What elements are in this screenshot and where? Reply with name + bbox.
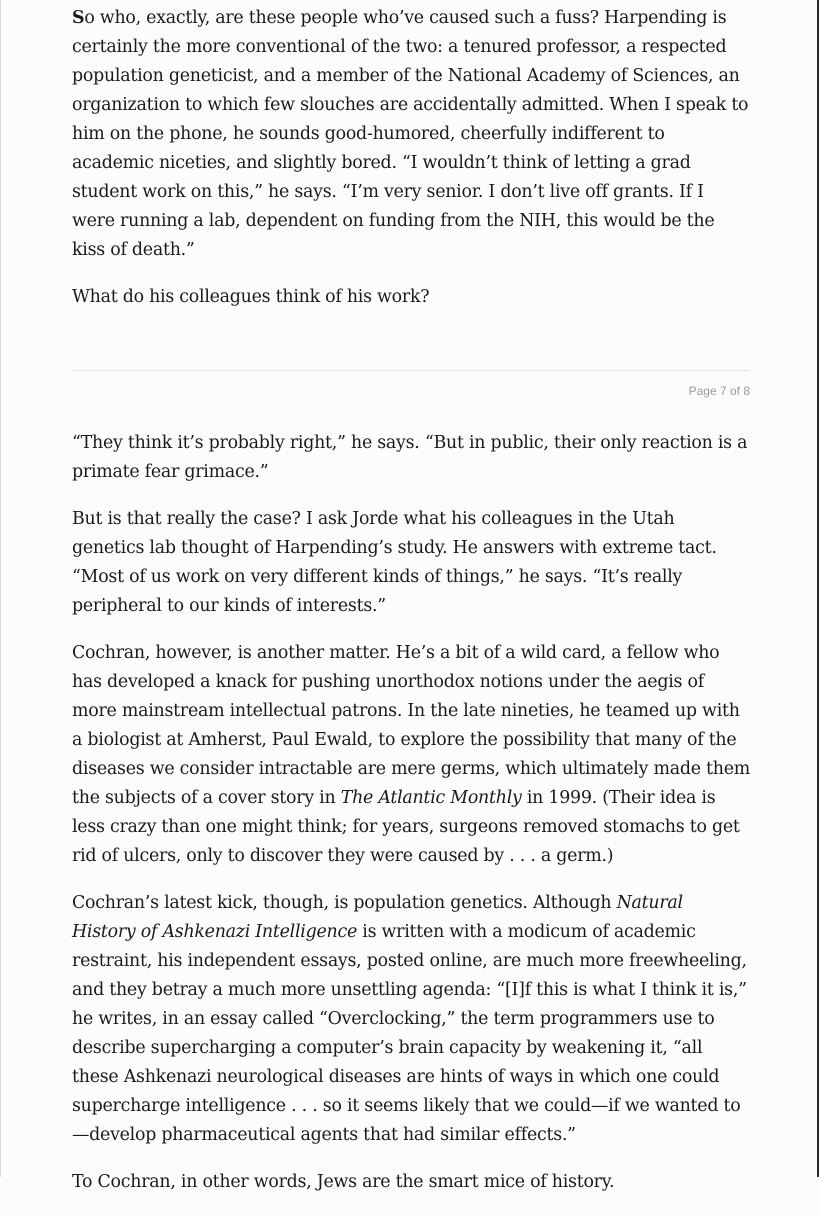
publication-title: The Atlantic Monthly (340, 788, 522, 808)
drop-cap: S (72, 8, 85, 28)
page-indicator: Page 7 of 8 (72, 370, 750, 399)
paragraph (72, 889, 750, 1150)
paragraph-text: in 1999. (Their idea is less crazy than one might think; for years, surgeons removed stomachs to get rid of ulcers, only to discover they were caused by . . . a germ.) (72, 788, 740, 866)
paragraph-text: is written with a modicum of academic restraint, his independent essays, posted online, are much more freewheeling, and they betray a much more unsettling agenda: “[I]f this is what I think it is,” he writes, in an essay called “Overclocking,” the term programmers use to describe supercharging a computer’s brain capacity by weakening it, “all these Ashkenazi neurological diseases are hints of ways in which one could supercharge intelligence . . . so it seems likely that we could—if we wanted to—develop pharmaceutical agents that had similar effects.” (72, 922, 747, 1145)
paragraph-text: Cochran’s latest kick, though, is population genetics. Although (72, 893, 617, 913)
paragraph (72, 639, 750, 871)
book-title: Natural History of Ashkenazi Intelligence (72, 893, 683, 942)
paragraph-text: Cochran, however, is another matter. He’s a bit of a wild card, a fellow who has developed a knack for pushing unorthodox notions under the aegis of more mainstream intellectual patrons. In the late nineties, he teamed up with a biologist at Amherst, Paul Ewald, to explore the possibility that many of the diseases we consider intractable are mere germs, which ultimately made them the subjects of a cover story in (72, 643, 750, 808)
paragraph: What do his colleagues think of his work? (72, 287, 430, 307)
paragraph: But is that really the case? I ask Jorde what his colleagues in the Utah genetics lab thought of Harpending’s study. He answers with extreme tact. “Most of us work on very different kinds of things,” he says. “It’s really peripheral to our kinds of interests.” (72, 509, 717, 616)
paragraph-text: o who, exactly, are these people who’ve caused such a fuss? Harpending is certainly the more conventional of the two: a tenured professor, a respected population geneticist, and a member of the National Academy of Sciences, an organization to which few slouches are accidentally admitted. When I speak to him on the phone, he sounds good-humored, cheerfully indifferent to academic niceties, and slightly bored. “I wouldn’t think of letting a grad student work on this,” he says. “I’m very senior. I don’t live off grants. If I were running a lab, dependent on funding from the NIH, this would be the kiss of death.” (72, 8, 749, 260)
paragraph (72, 4, 750, 265)
article-body (72, 4, 750, 1215)
paragraph: To Cochran, in other words, Jews are the smart mice of history. (72, 1172, 615, 1192)
paragraph: “They think it’s probably right,” he says. “But in public, their only reaction is a primate fear grimace.” (72, 433, 748, 482)
